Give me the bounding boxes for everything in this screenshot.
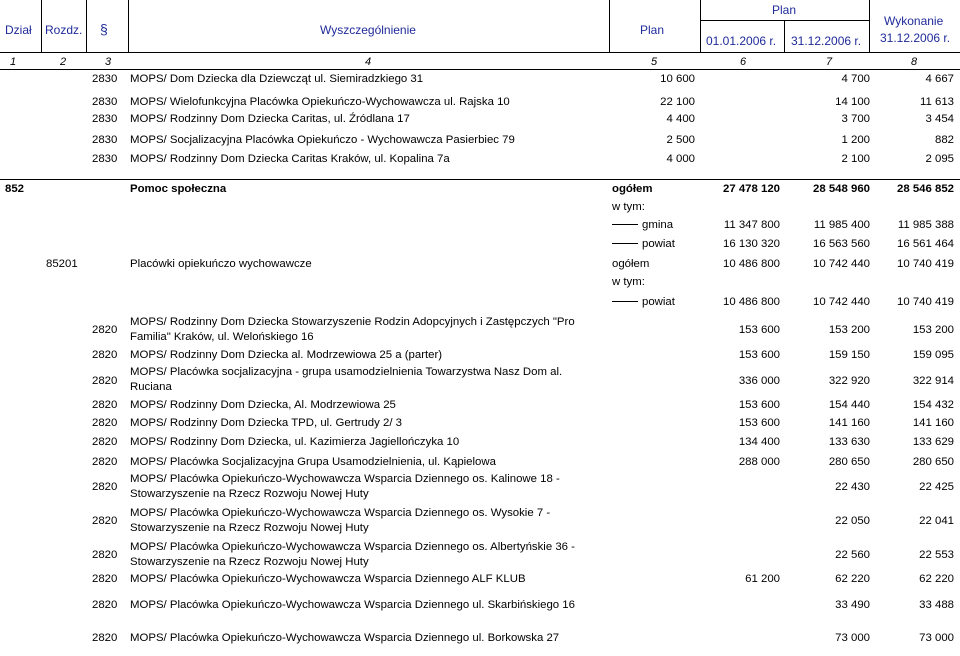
paragraph-icon: § bbox=[100, 21, 108, 37]
header-dzial: Dział bbox=[5, 23, 32, 37]
header-plan-to: 31.12.2006 r. bbox=[791, 34, 862, 48]
table-row: 2820 MOPS/ Placówka socjalizacyjna - grupa usamodzielnienia Towarzystwa Nasz Dom al. Ruciana 336 000 322 920 322 914 bbox=[92, 366, 954, 393]
table-row: 2830 MOPS/ Socjalizacyjna Placówka Opiekuńczo - Wychowawcza Pasierbiec 79 2 500 1 200 882 bbox=[92, 134, 954, 146]
table-row: 2820 MOPS/ Rodzinny Dom Dziecka Stowarzyszenie Rodzin Adopcyjnych i Zastępczych "Pro Familia" Kraków, ul. Welońskiego 16 153 600 153 200 153 200 bbox=[92, 316, 954, 343]
header-exec-date: 31.12.2006 r. bbox=[880, 31, 951, 45]
header-plan: Plan bbox=[640, 23, 665, 37]
section-divider bbox=[0, 179, 960, 180]
table-row: 2830 MOPS/ Dom Dziecka dla Dziewcząt ul. Siemiradzkiego 31 10 600 4 700 4 667 bbox=[92, 73, 954, 85]
header-desc: Wyszczególnienie bbox=[320, 23, 416, 37]
table-row: 2830 MOPS/ Wielofunkcyjna Placówka Opiekuńczo-Wychowawcza ul. Rajska 10 22 100 14 100 11 613 bbox=[92, 96, 954, 108]
header-exec: Wykonanie bbox=[884, 14, 944, 28]
header-plan-from: 01.01.2006 r. bbox=[706, 34, 777, 48]
table-row: 2820 MOPS/ Placówka Opiekuńczo-Wychowawcza Wsparcia Dziennego os. Wysokie 7 - Stowarzyszenie na Rzecz Rozwoju Nowej Huty 22 050 22 041 bbox=[92, 507, 954, 534]
header-plan-group: Plan bbox=[772, 3, 797, 17]
table-header: Dział Rozdz. § Wyszczególnienie Plan Plan 01.01.2006 r. 31.12.2006 r. Wykonanie 31.12.2006 r. 1 2 3 4 5 6 7 8 bbox=[0, 0, 960, 70]
table-row: 2830 MOPS/ Rodzinny Dom Dziecka Caritas Kraków, ul. Kopalina 7a 4 000 2 100 2 095 bbox=[92, 153, 954, 165]
table-row: 2820 MOPS/ Placówka Opiekuńczo-Wychowawcza Wsparcia Dziennego os. Kalinowe 18 - Stowarzyszenie na Rzecz Rozwoju Nowej Huty 22 430 22 425 bbox=[92, 473, 954, 500]
header-rozdz: Rozdz. bbox=[45, 23, 83, 37]
table-row: 2830 MOPS/ Rodzinny Dom Dziecka Caritas, ul. Źródlana 17 4 400 3 700 3 454 bbox=[92, 113, 954, 125]
table-row: 2820 MOPS/ Placówka Opiekuńczo-Wychowawcza Wsparcia Dziennego os. Albertyńskie 36 - Stowarzyszenie na Rzecz Rozwoju Nowej Huty 22 560 22 553 bbox=[92, 541, 954, 568]
